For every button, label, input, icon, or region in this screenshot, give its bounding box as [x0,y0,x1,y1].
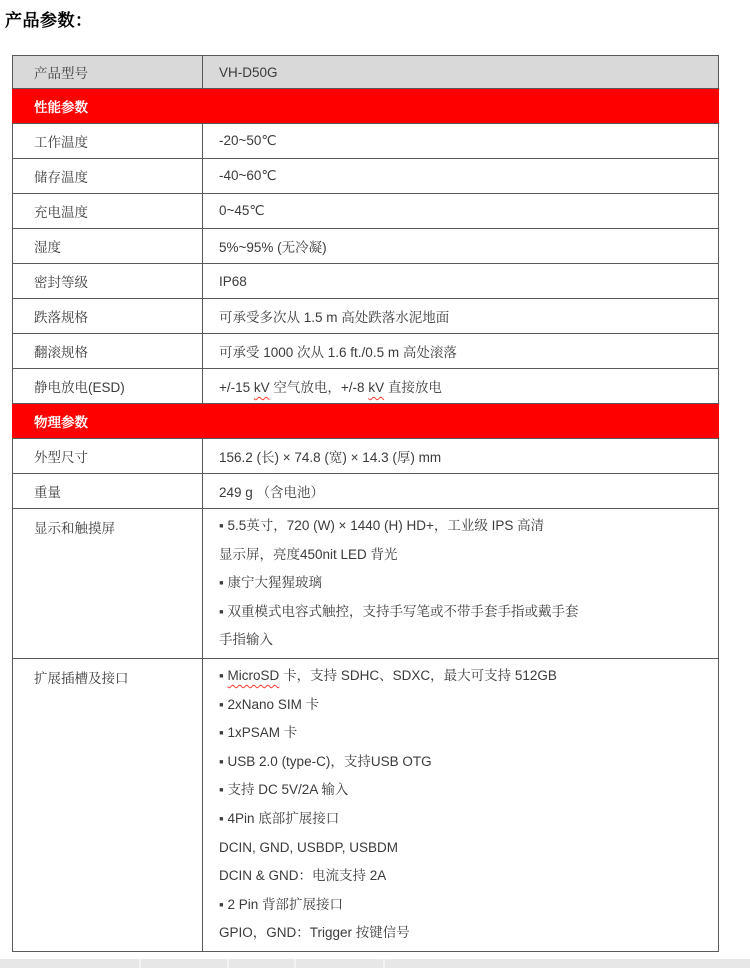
spec-value [203,124,719,159]
spec-label: 湿度 [13,229,203,264]
spec-label: 产品型号 [13,56,203,89]
spec-value-line: VH-D50G [219,64,278,80]
spec-value-line: ▪ 1xPSAM 卡 [219,725,298,741]
spec-value [203,369,719,404]
table-row [13,509,719,659]
table-row [13,124,719,159]
spec-value [203,474,719,509]
spec-value [203,56,719,89]
section-header-row [13,89,719,124]
table-row [13,159,719,194]
table-row [13,658,719,951]
spec-label: 工作温度 [13,124,203,159]
spellcheck-marked-text: kV [368,380,385,395]
table-row [13,369,719,404]
text-segment: +/-15 [219,380,254,395]
next-table-column-divider [383,959,385,968]
next-table-column-divider [227,959,229,968]
spec-value-line: DCIN & GND：电流支持 2A [219,868,387,884]
spec-value-line [219,662,717,691]
table-row [13,229,719,264]
spec-value [203,334,719,369]
spec-value [203,439,719,474]
table-row [13,439,719,474]
next-table-column-divider [139,959,141,968]
spec-value-line: IP68 [219,273,247,289]
spec-value [203,658,719,951]
spec-value-line [219,376,717,396]
spec-label: 充电温度 [13,194,203,229]
spec-value-line: ▪ USB 2.0 (type-C)，支持USB OTG [219,753,432,769]
spec-label: 扩展插槽及接口 [13,658,203,951]
spec-label: 显示和触摸屏 [13,509,203,659]
spec-value [203,194,719,229]
spec-label: 储存温度 [13,159,203,194]
spec-value-line: 249 g （含电池） [219,485,325,500]
spec-value-line: ▪ 支持 DC 5V/2A 输入 [219,782,349,798]
text-segment: 直接放电 [384,380,442,395]
section-title: 性能参数 [13,89,719,124]
spec-value [203,264,719,299]
table-row [13,264,719,299]
spec-label: 静电放电(ESD) [13,369,203,404]
spec-table-body [13,56,719,952]
spec-label: 密封等级 [13,264,203,299]
spec-value-line: 可承受多次从 1.5 m 高处跌落水泥地面 [219,310,450,325]
page-title: 产品参数： [5,11,93,30]
spec-value-line: 手指输入 [219,632,273,648]
spec-value-line: ▪ 4Pin 底部扩展接口 [219,810,340,826]
table-row [13,299,719,334]
section-title: 物理参数 [13,404,719,439]
next-table-top-edge [0,959,750,968]
spec-value-line: ▪ 2xNano SIM 卡 [219,696,320,712]
spec-value-line: ▪ 2 Pin 背部扩展接口 [219,896,344,912]
spec-value-line: ▪ 双重模式电容式触控，支持手写笔或不带手套手指或戴手套 [219,603,579,619]
spec-value [203,299,719,334]
spellcheck-marked-text: kV [253,380,270,395]
spec-label: 重量 [13,474,203,509]
table-row [13,194,719,229]
section-header-row [13,404,719,439]
spec-label: 翻滚规格 [13,334,203,369]
spec-label: 跌落规格 [13,299,203,334]
table-row [13,474,719,509]
spec-value-line: DCIN, GND, USBDP, USBDM [219,839,399,855]
spec-value-line: GPIO，GND：Trigger 按键信号 [219,925,410,941]
spec-value-line: ▪ 康宁大猩猩玻璃 [219,575,323,591]
spec-value-line: ▪ 5.5英寸，720 (W) × 1440 (H) HD+，工业级 IPS 高清 [219,518,545,533]
spec-value-line: -40~60℃ [219,168,277,183]
next-table-column-divider [294,959,296,968]
spec-value [203,509,719,659]
text-segment: 卡，支持 SDHC、SDXC，最大可支持 512GB [279,667,557,683]
table-row [13,56,719,89]
spellcheck-marked-text: MicroSD [227,667,280,683]
spec-value-line: 156.2 (长) × 74.8 (宽) × 14.3 (厚) mm [219,450,442,465]
spec-value [203,229,719,264]
spec-value-line: 0~45℃ [219,203,265,218]
spec-value-line: 5%~95% (无冷凝) [219,240,327,255]
product-spec-table [12,55,719,952]
spec-value [203,159,719,194]
text-segment: 空气放电，+/-8 [269,380,369,395]
spec-value-line: -20~50℃ [219,133,277,148]
table-row [13,334,719,369]
spec-label: 外型尺寸 [13,439,203,474]
spec-value-line: 显示屏，亮度450nit LED 背光 [219,546,398,562]
spec-value-line: 可承受 1000 次从 1.6 ft./0.5 m 高处滚落 [219,345,457,360]
text-segment: ▪ [219,667,228,683]
